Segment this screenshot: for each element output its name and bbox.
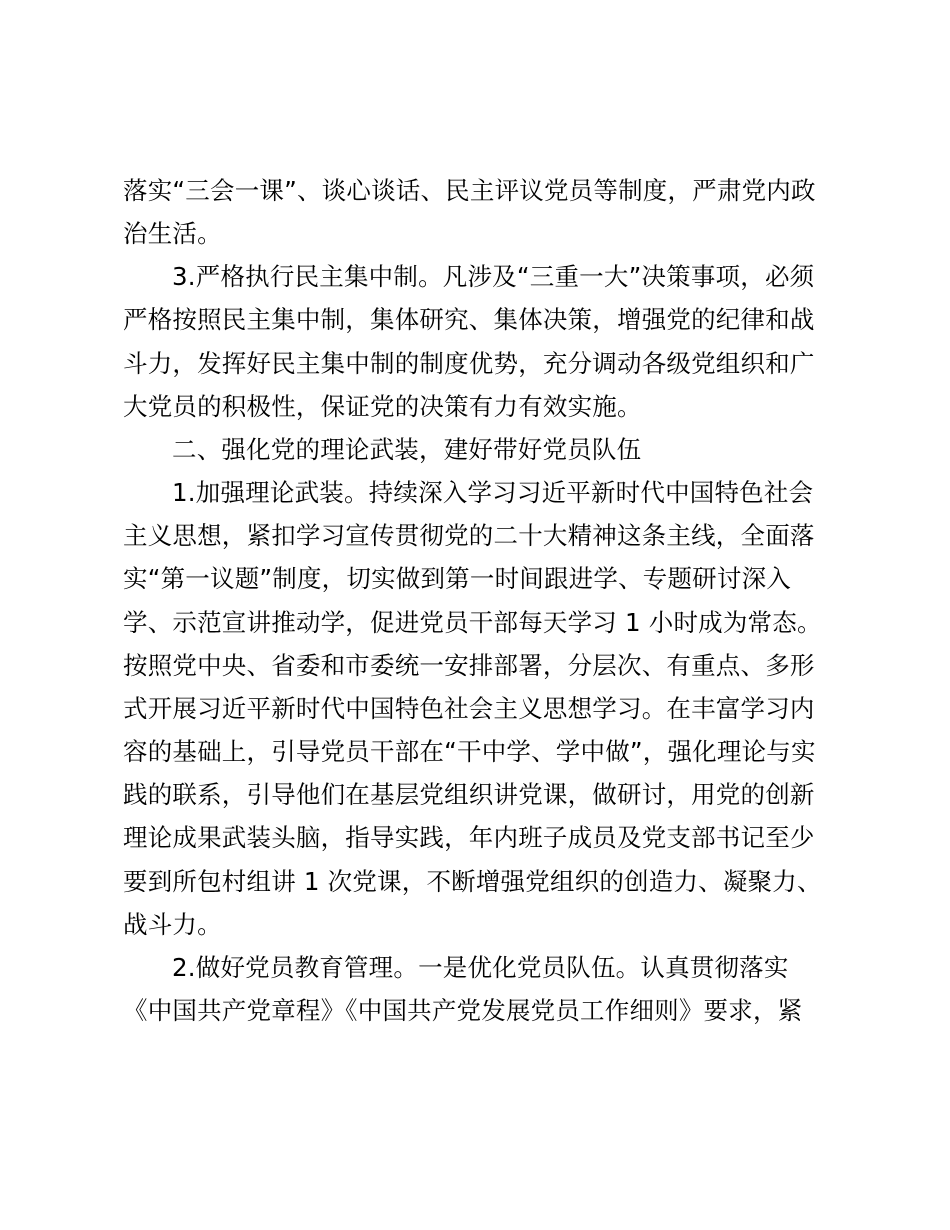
text-line: 1.加强理论武装。持续深入学习习近平新时代中国特色社会 (172, 478, 814, 507)
section-heading: 二、强化党的理论武装，建好带好党员队伍 (172, 435, 642, 464)
text-line: 要到所包村组讲 1 次党课，不断增强党组织的创造力、凝聚力、 (123, 867, 822, 896)
text-line: 按照党中央、省委和市委统一安排部署，分层次、有重点、多形 (123, 651, 815, 680)
text-line: 大党员的积极性，保证党的决策有力有效实施。 (123, 392, 642, 421)
text-line: 践的联系，引导他们在基层党组织讲党课，做研讨，用党的创新 (123, 780, 815, 809)
text-line: 治生活。 (123, 219, 222, 248)
text-line: 《中国共产党章程》《中国共产党发展党员工作细则》要求，紧 (123, 996, 803, 1025)
text-line: 式开展习近平新时代中国特色社会主义思想学习。在丰富学习内 (123, 694, 815, 723)
text-line: 3.严格执行民主集中制。凡涉及“三重一大”决策事项，必须 (172, 262, 815, 291)
text-line: 斗力，发挥好民主集中制的制度优势，充分调动各级党组织和广 (123, 349, 815, 378)
text-line: 落实“三会一课”、谈心谈话、民主评议党员等制度，严肃党内政 (123, 176, 816, 205)
text-line: 主义思想，紧扣学习宣传贯彻党的二十大精神这条主线，全面落 (123, 521, 815, 550)
text-line: 容的基础上，引导党员干部在“干中学、学中做”，强化理论与实 (123, 737, 816, 766)
text-line: 严格按照民主集中制，集体研究、集体决策，增强党的纪律和战 (123, 305, 815, 334)
text-line: 战斗力。 (123, 910, 222, 939)
text-line: 2.做好党员教育管理。一是优化党员队伍。认真贯彻落实 (172, 953, 789, 982)
text-line: 理论成果武装头脑，指导实践，年内班子成员及党支部书记至少 (123, 823, 815, 852)
text-line: 学、示范宣讲推动学，促进党员干部每天学习 1 小时成为常态。 (123, 608, 822, 637)
text-line: 实“第一议题”制度，切实做到第一时间跟进学、专题研讨深入 (123, 564, 791, 593)
